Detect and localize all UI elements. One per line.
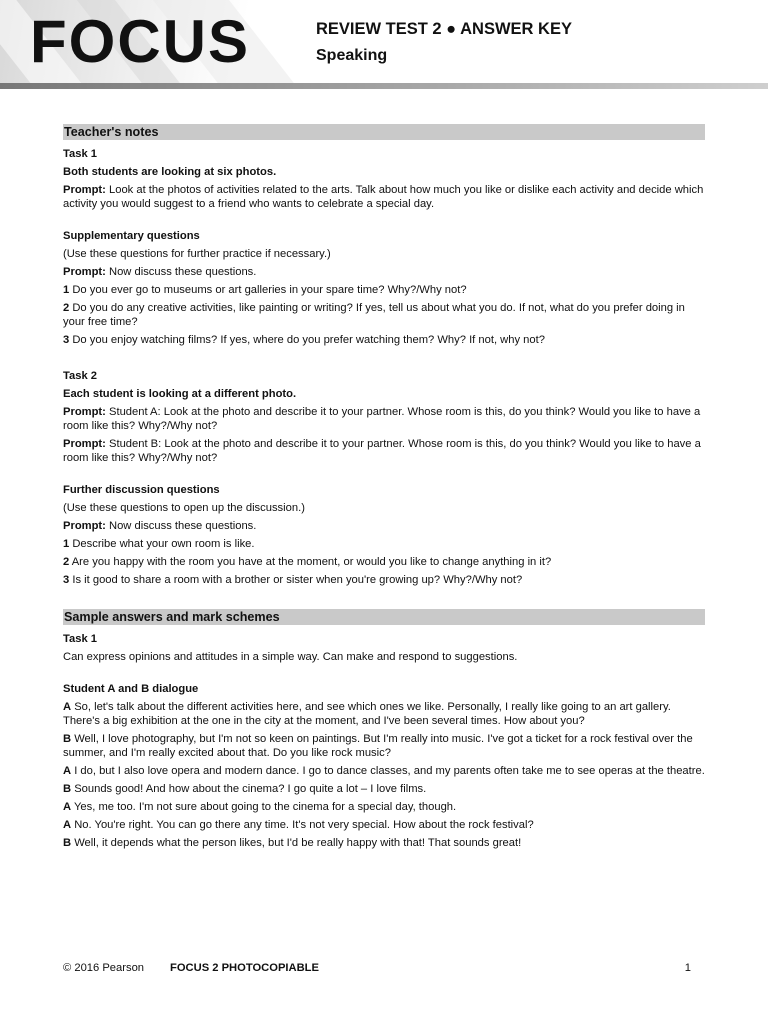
page-title: REVIEW TEST 2 ● ANSWER KEY: [316, 20, 572, 38]
page-number: 1: [684, 962, 691, 974]
sample-task1-label: Task 1: [63, 633, 97, 645]
question-item: [63, 573, 705, 587]
further-prompt: [63, 519, 705, 533]
question-item: [63, 537, 705, 551]
speaker-label: A: [63, 765, 72, 777]
section-title: Sample answers and mark schemes: [64, 610, 280, 624]
dialogue-text: Well, it depends what the person likes, but I'd be really happy with that! That sounds great!: [71, 837, 522, 849]
question-number: 2: [63, 302, 70, 314]
task2-prompt-b: [63, 437, 705, 465]
section-heading-sample-answers: [63, 609, 705, 625]
task1-instruction: Both students are looking at six photos.: [63, 166, 277, 178]
question-number: 3: [63, 574, 70, 586]
question-item: [63, 301, 705, 329]
question-text: Do you enjoy watching films? If yes, where do you prefer watching them? Why? If not, why not?: [69, 334, 545, 346]
copyright: © 2016 Pearson: [63, 962, 145, 974]
dialogue-text: No. You're right. You can go there any time. It's not very special. How about the rock festival?: [71, 819, 534, 831]
section-heading-teachers-notes: [63, 124, 705, 140]
question-text: Do you do any creative activities, like painting or writing? If yes, tell us about what you do. If not, what do you prefer doing in your free time?: [63, 302, 685, 328]
dialogue-text: So, let's talk about the different activities here, and see which ones we like. Personally, I really like going to an art gallery. There's a big exhibition at the one in the city at the moment, and I've been several times. How about you?: [63, 701, 671, 727]
speaker-label: A: [63, 701, 72, 713]
prompt-text: Student A: Look at the photo and describe it to your partner. Whose room is this, do you think? Would you like to have a room like this? Why?/Why not?: [63, 406, 701, 432]
dialogue-heading: Student A and B dialogue: [63, 683, 199, 695]
question-item: [63, 283, 705, 297]
section-title: Teacher's notes: [64, 125, 159, 139]
speaker-label: B: [63, 837, 72, 849]
dialogue-line: [63, 700, 705, 728]
dialogue-line: [63, 818, 705, 832]
focus-logo: FOCUS: [30, 8, 250, 75]
prompt-text: Now discuss these questions.: [105, 266, 257, 278]
document-body: [63, 124, 705, 854]
sample-task1-description: Can express opinions and attitudes in a simple way. Can make and respond to suggestions.: [63, 651, 518, 663]
question-item: [63, 333, 705, 347]
further-note: (Use these questions to open up the discussion.): [63, 502, 305, 514]
task2-label: Task 2: [63, 370, 97, 382]
header-rule: [0, 83, 768, 89]
page-subtitle: Speaking: [316, 47, 388, 64]
prompt-label: Prompt:: [63, 266, 106, 278]
question-number: 3: [63, 334, 70, 346]
speaker-label: B: [63, 783, 72, 795]
prompt-text: Look at the photos of activities related to the arts. Talk about how much you like or dislike each activity and decide which activity you would suggest to a friend who wants to celebrate a special day.: [63, 184, 704, 210]
task1-label: Task 1: [63, 148, 97, 160]
prompt-label: Prompt:: [63, 520, 106, 532]
dialogue-line: [63, 732, 705, 760]
page-header: [0, 0, 768, 84]
speaker-label: A: [63, 819, 72, 831]
dialogue-text: Yes, me too. I'm not sure about going to the cinema for a special day, though.: [71, 801, 457, 813]
dialogue-line: [63, 764, 705, 778]
supplementary-note: (Use these questions for further practice if necessary.): [63, 248, 331, 260]
question-item: [63, 555, 705, 569]
dialogue-text: Sounds good! And how about the cinema? I go quite a lot – I love films.: [71, 783, 427, 795]
prompt-label: Prompt:: [63, 438, 106, 450]
dialogue-line: [63, 836, 705, 850]
question-text: Are you happy with the room you have at the moment, or would you like to change anything in it?: [69, 556, 552, 568]
question-number: 1: [63, 538, 70, 550]
question-text: Is it good to share a room with a brother or sister when you're growing up? Why?/Why not?: [69, 574, 523, 586]
prompt-text: Student B: Look at the photo and describe it to your partner. Whose room is this, do you think? Would you like to have a room like this? Why?/Why not?: [63, 438, 701, 464]
supplementary-questions-heading: Supplementary questions: [63, 230, 200, 242]
photocopiable-label: FOCUS 2 PHOTOCOPIABLE: [170, 962, 319, 974]
question-text: Do you ever go to museums or art galleries in your spare time? Why?/Why not?: [69, 284, 467, 296]
task2-prompt-a: [63, 405, 705, 433]
question-number: 1: [63, 284, 70, 296]
dialogue-line: [63, 782, 705, 796]
task2-instruction: Each student is looking at a different photo.: [63, 388, 297, 400]
speaker-label: A: [63, 801, 72, 813]
question-text: Describe what your own room is like.: [69, 538, 255, 550]
dialogue-line: [63, 800, 705, 814]
question-number: 2: [63, 556, 70, 568]
prompt-label: Prompt:: [63, 406, 106, 418]
dialogue-text: Well, I love photography, but I'm not so keen on paintings. But I'm really into music. I've got a ticket for a rock festival over the summer, and I'm really excited about that. Do you like rock music?: [63, 733, 693, 759]
further-discussion-heading: Further discussion questions: [63, 484, 220, 496]
supplementary-prompt: [63, 265, 705, 279]
speaker-label: B: [63, 733, 72, 745]
task1-prompt: [63, 183, 705, 211]
prompt-text: Now discuss these questions.: [105, 520, 257, 532]
prompt-label: Prompt:: [63, 184, 106, 196]
dialogue-text: I do, but I also love opera and modern dance. I go to dance classes, and my parents often take me to see operas at the theatre.: [71, 765, 705, 777]
